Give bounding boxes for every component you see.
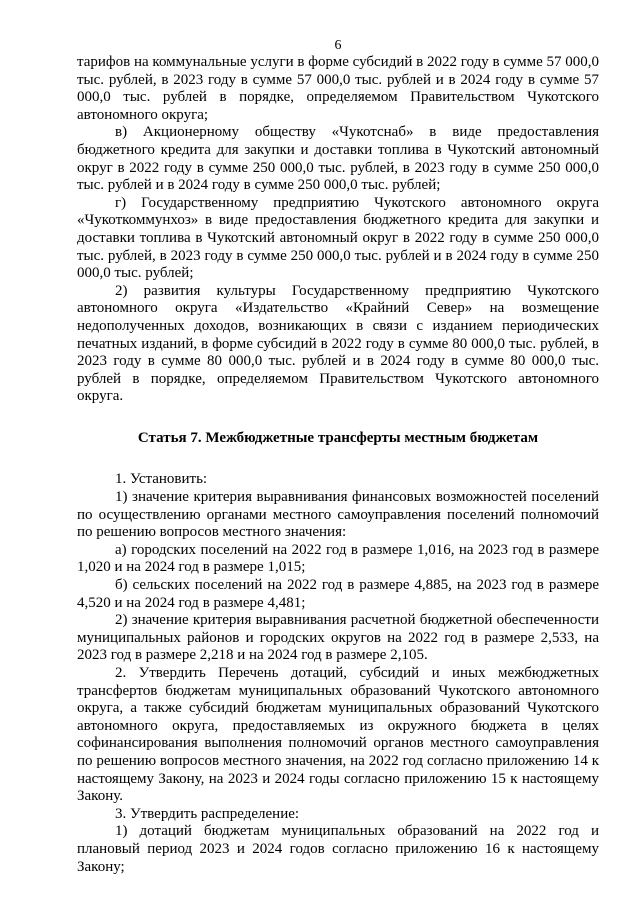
document-page (77, 38, 599, 876)
paragraphs-after (77, 471, 599, 876)
paragraph: а) городских поселений на 2022 год в размере 1,016, на 2023 год в размере 1,020 и на 2024 год в размере 1,015; (77, 541, 599, 576)
paragraph: 2) значение критерия выравнивания расчетной бюджетной обеспеченности муниципальных районов и городских округов на 2022 год в размере 2,533, на 2023 год в размере 2,218 и на 2024 год в размере 2,105. (77, 612, 599, 664)
paragraph: г) Государственному предприятию Чукотского автономного округа «Чукоткоммунхоз» в виде предоставления бюджетного кредита для закупки и доставки топлива в Чукотский автономный округ в 2022 году в сумме 250 000,0 тыс. рублей, в 2023 году в сумме 250 000,0 тыс. рублей и в 2024 году в сумме 250 000,0 тыс. рублей; (77, 194, 599, 282)
paragraph: 3. Утвердить распределение: (115, 805, 300, 822)
paragraph: тарифов на коммунальные услуги в форме субсидий в 2022 году в сумме 57 000,0 тыс. рублей, в 2023 году в сумме 57 000,0 тыс. рублей и в 2024 году в сумме 57 000,0 тыс. рублей в порядке, определяемом Правительством Чукотского автономного округа; (77, 54, 599, 123)
paragraph: в) Акционерному обществу «Чукотснаб» в виде предоставления бюджетного кредита для закупки и доставки топлива в Чукотский автономный округ в 2022 году в сумме 250 000,0 тыс. рублей, в 2023 году в сумме 250 000,0 тыс. рублей и в 2024 году в сумме 250 000,0 тыс. рублей; (77, 124, 599, 194)
paragraph: 1. Установить: (115, 471, 208, 488)
page-number: 6 (334, 38, 342, 53)
article-heading: Статья 7. Межбюджетные трансферты местным бюджетам (137, 429, 539, 446)
paragraph: б) сельских поселений на 2022 год в размере 4,885, на 2023 год в размере 4,520 и на 2024 год в размере 4,481; (77, 577, 599, 611)
paragraphs-before (77, 54, 599, 406)
paragraph: 2. Утвердить Перечень дотаций, субсидий и иных межбюджетных трансфертов бюджетам муниципальных образований Чукотского автономного округа, а также субсидий бюджетам муниципальных образований Чукотского автономного округа, предоставляемых из окружного бюджета в целях софинансирования выполнения полномочий органов местного самоуправления по решению вопросов местного значения, на 2022 год согласно приложению 14 к настоящему Закону, на 2023 и 2024 годы согласно приложению 15 к настоящему Закону. (77, 665, 599, 805)
paragraph: 1) дотаций бюджетам муниципальных образований на 2022 год и плановый период 2023 и 2024 годов согласно приложению 16 к настоящему Закону; (77, 823, 599, 875)
paragraph: 1) значение критерия выравнивания финансовых возможностей поселений по осуществлению органами местного самоуправления поселений полномочий по решению вопросов местного значения: (77, 489, 599, 541)
paragraph: 2) развития культуры Государственному предприятию Чукотского автономного округа «Издательство «Крайний Север» на возмещение недополученных доходов, возникающих в связи с изданием периодических печатных изданий, в форме субсидий в 2022 году в сумме 80 000,0 тыс. рублей, в 2023 году в сумме 80 000,0 тыс. рублей и в 2024 году в сумме 80 000,0 тыс. рублей в порядке, определяемом Правительством Чукотского автономного округа. (77, 282, 599, 405)
